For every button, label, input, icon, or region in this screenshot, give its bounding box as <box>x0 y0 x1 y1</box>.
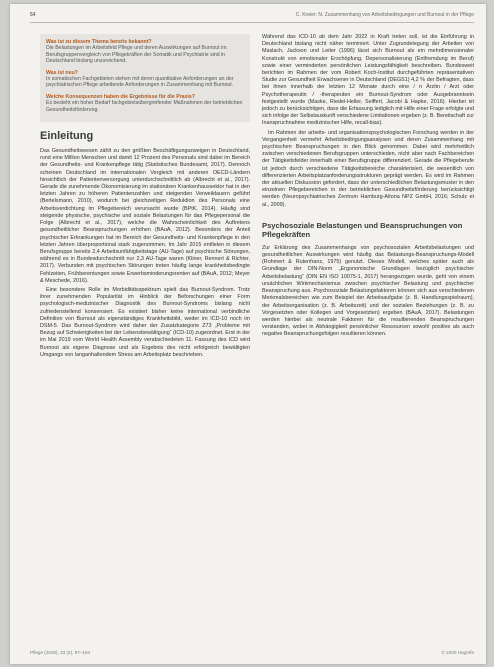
body-paragraph: Zur Erklärung des Zusammenhangs von psychosozialen Arbeitsbelastungen und gesundheitlichen Auswirkungen wird häufig das Belastungs-Beanspruchungs-Modell (Rohmert & Rutenfranz, 1975) genutzt. Dieses Modell, welches später auch als Grundlage der DIN-Norm „Ergonomische Grundlagen bezüglich psychischer Arbeitsbelastung“ (DIN EN ISO 10075-1, 2017) herangezogen wurde, geht von einem ursächlichen Wirkmechanismus zwischen psychischer Belastung und psychischer Beanspruchung aus. Psychosoziale Belastungsfaktoren können sich aus verschiedenen Merkmalsbereichen wie zum Beispiel der Arbeitsaufgabe (z. B. Handlungsspielraum), der Arbeitsorganisation (z. B. Arbeitszeit) und der sozialen Beziehungen (z. B. zu Vorgesetzten oder Kollegen und Vorgesetzten) ergeben (BAuA, 2017). Belastungen werden hierbei als neutrale Faktoren für die resultierenden Beanspruchungen verstanden, wobei in Abhängigkeit persönlicher Ressourcen sowohl positive als auch negative Beanspruchungsfolgen resultieren können. <box>262 244 474 338</box>
page-header <box>30 12 474 22</box>
right-column <box>262 34 474 644</box>
running-title: C. Kreier: N. Zusammenhang von Arbeitsbedingungen und Burnout in der Pflege <box>295 12 474 18</box>
header-divider <box>30 22 474 23</box>
paper-page <box>10 4 486 664</box>
body-paragraph: Im Rahmen der arbeits- und organisationspsychologischen Forschung werden in der Vergangenheit vermehrt Arbeitsbedingungsanalysen und deren Zusammenhang mit psychischen Beanspruchungen in den Blick genommen. Dabei wird mehrheitlich zwischen verschiedenen Berufsgruppen unterschieden, nicht aber nach Fachbereichen der Tätigkeitsfelder innerhalb einer Berufsgruppe differenziert. Gerade die Pflegeberufe ist jedoch durch verschiedene Tätigkeitsbereiche charakterisiert, die wesentlich von differenzierten Arbeitsplatzanforderungsstrukturen geprägt werden. Es wird im Rahmen der aktuellen Diskussion gefordert, dass der unterschiedlichen Belastungsmuster in den einzelnen Pflegebereichen in der betrieblichen Gesundheitsförderung berücksichtigt werden (Neuropsychiatrisches Zentrum Hamburg-Altona NPZ GmbH, 2016; Schulz et al., 2009). <box>262 129 474 208</box>
body-paragraph: Während das ICD-10 ab dem Jahr 2022 in Kraft treten soll, ist die Einführung in Deutschland bislang nicht näher terminiert. Unter Zugrundelegung der Arbeiten von Maslach, Jackson und Leiter (1996) lässt sich Burnout als ein mehrdimensionaler Konstrukt von emotionaler Erschöpfung, Depersonalisierung (Entfremdung im Beruf) sowie einer verminderten persönlichen Leistungsfähigkeit beschreiben. Bundesweit berichten im Rahmen der vom Robert Koch-Institut durchgeführten repräsentativen Studie zur Gesundheit Erwachsener in Deutschland (DEGS1) 4,2 % der Befragten, dass bei ihnen innerhalb der letzten 12 Monate durch eine / n Ärztin / Arzt oder Psychotherapeutin / -therapeuten ein Burnout-Syndrom oder Ausgebranntsein festgestellt wurde (Maske, Riedel-Heller, Seiffert, Jacobi & Hapke, 2016). Hierbei ist jedoch zu berücksichtigen, dass die Erfassung lediglich mit Hilfe einer Frage erfolgte und sich infolge der Selbstauskunft verschiedene Limitationen ergeben (z. B. Bereitschaft zur Inanspruchnahme medizinischer Hilfe, recall-bias). <box>262 34 474 127</box>
key-point-question: Was ist zu diesem Thema bereits bekannt? <box>46 39 152 45</box>
page-footer <box>30 650 474 658</box>
journal-citation: Pflege (2020), 33 (2), 97–104 <box>30 650 91 655</box>
key-point-question: Welche Konsequenzen haben die Ergebnisse für die Praxis? <box>46 93 195 100</box>
key-point <box>46 70 244 89</box>
key-points-box <box>40 34 250 122</box>
section-heading-einleitung: Einleitung <box>40 130 94 143</box>
page-number: 54 <box>30 12 36 18</box>
body-paragraph: Das Gesundheitswesen zählt zu den größten Beschäftigungszweigen in Deutschland, rund eine Million Menschen und damit 12 Prozent des Personals sind dabei im Bereich der Gesundheits- und Krankenpflege tätig (Statistisches Bundesamt, 2017). Dennoch scheinen Deutschland im internationalen Vergleich mit anderen OECD-Ländern hinsichtlich der Patientenversorgung unterdurchschnittlich ab (Albrecht et al., 2017). Gerade die zunehmende Ökonomisierung im stationären Krankenhaussektor hat in den letzten Jahren zu höheren Patientenzahlen und steigenden Verweildauern geführt (Bertelsmann, 2010), wodurch bei gleichzeitigen Reduktion des Personals eine Arbeitsverdichtung im Pflegebereich verursacht wurde (BPtK, 2014). Häufig sind steigende physische, psychische und soziale Belastungen für das Pflegepersonal die Folge (Albrecht et al., 2017), welche die Wahrscheinlichkeit des Auftretens gesundheitlicher Beanspruchungen erhöhen (BAuA, 2012). Besonders der Anteil psychischer Erkrankungen hat im Bereich der Gesundheits- und Krankenpflege in den letzten Jahren überproportional stark zugenommen. Im Jahr 2015 entfielen in diesem Berufsgruppe bereits 2,4 Arbeitsunfähigkeitstage (AU-Tage) auf psychische Störungen, während es in Bundesdurchschnitt nur 2,3 AU-Tage waren (Kliner, Rennert & Richter, 2017). Verbunden mit psychischen Störungen treten häufig lange krankheitsbedingte Fehlzeiten, Frühberentungen sowie Erwerbsminderungsrenten auf (BAuA, 2012; Meyer & Meschede, 2016). <box>40 148 250 284</box>
left-column <box>40 34 250 644</box>
key-point-question: Was ist neu? <box>46 69 78 76</box>
key-point <box>46 39 244 65</box>
body-paragraph: Eine besondere Rolle im Morbiditätsspektrum spielt das Burnout-Syndrom. Trotz ihrer zunehmenden Popularität im Hinblick der Beforschungen einer Form psychologisch-medizinischer Diagnostik des Burnout-Syndroms bislang nicht zufriedenstellend konsensiert. Es existiert bisher keine international verbindliche Definition von Burnout als eigenständiges Krankheitsbild, weder im ICD-10 noch im DSM-5. Das Burnout-Syndrom wird daher der Zusatzkategorie Z73 „Probleme mit Bezug auf Schwierigkeiten bei der Lebensbewältigung“ (ICD-10) zugeordnet. Erst in der im Mai 2019 vom World Health Assembly verabschiedeten 11. Fassung des ICD wird Burnout als eigene Diagnose und als Ergebnis des nicht erfolgreich bewältigten Umgangs von langanhaltendem Stress am Arbeitsplatz beschrieben. <box>40 286 250 358</box>
key-point <box>46 94 244 113</box>
key-point-answer: Die Belastungen im Arbeitsfeld Pflege und deren Auswirkungen auf Burnout im Berufsgruppenvergleich von Pflegekräften der Somatik und Psychiatrie sind in Deutschland bislang unzureichend. <box>46 45 227 65</box>
key-point-answer: Es besteht ein hoher Bedarf fachgebietsübergreifender Maßnahmen der betrieblichen Gesundheitsförderung. <box>46 100 243 113</box>
subsection-heading: Psychosoziale Belastungen und Beanspruchungen von Pflegekräften <box>262 220 463 239</box>
publisher-copyright: © 2020 Hogrefe <box>441 650 474 655</box>
key-point-answer: In somatischen Fachgebieten stehen mit deren quantitative Anforderungen an der psychiatrischen Pflege arbeitende Anforderungen in Zusammenhang mit Burnout. <box>46 76 234 89</box>
